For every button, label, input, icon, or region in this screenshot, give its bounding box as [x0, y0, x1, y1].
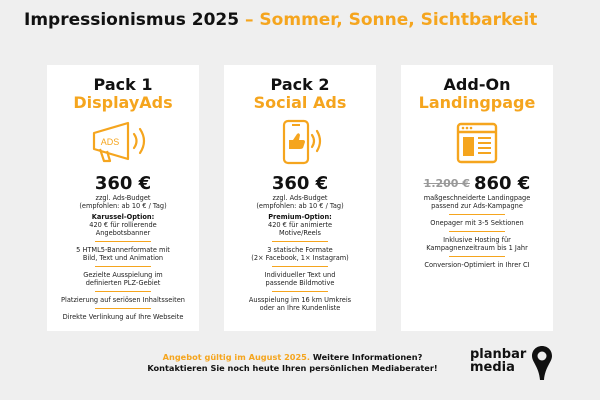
budget-line-2: (empfohlen: ab 10 € / Tag): [256, 202, 344, 210]
headline-title: Impressionismus 2025: [24, 10, 240, 30]
divider: [272, 291, 328, 292]
feature-item: Direkte Verlinkung auf Ihre Webseite: [62, 313, 184, 321]
logo-line-1: planbar: [470, 347, 527, 362]
divider: [272, 266, 328, 267]
option-line-1: 420 € für rollierende: [89, 221, 157, 229]
feature-item: 5 HTML5-Bannerformate mit Bild, Text und Animation: [76, 246, 170, 262]
divider: [449, 256, 505, 257]
location-pin-logo-icon: [531, 345, 553, 381]
option-title: Premium-Option:: [268, 213, 332, 221]
card-title: Add-On: [443, 75, 511, 94]
old-price: 1.200 €: [423, 177, 470, 190]
divider: [449, 214, 505, 215]
card-subtitle: DisplayAds: [73, 93, 173, 112]
description-line-1: maßgeschneiderte Landingpage: [423, 194, 531, 202]
feature-item: Individueller Text und passende Bildmotive: [264, 271, 336, 287]
divider: [95, 308, 151, 309]
card-subtitle: Landingpage: [418, 93, 536, 112]
card-title: Pack 2: [270, 75, 330, 94]
card-price: 360 €: [271, 173, 329, 194]
card-subtitle: Social Ads: [253, 93, 347, 112]
card-price: 360 €: [94, 173, 152, 194]
divider: [272, 241, 328, 242]
feature-item: 3 statische Formate (2× Facebook, 1× Instagram): [251, 246, 349, 262]
footer-validity: Angebot gültig im August 2025.: [162, 352, 310, 362]
divider: [95, 266, 151, 267]
icon-ads-text: ADS: [100, 137, 120, 147]
divider: [449, 231, 505, 232]
feature-item: Conversion-Optimiert in Ihrer CI: [424, 261, 530, 269]
description-line-2: passend zur Ads-Kampagne: [431, 202, 523, 210]
footer-contact: Kontaktieren Sie noch heute Ihren persönlichen Mediaberater!: [147, 363, 438, 373]
footer-note: [120, 352, 465, 374]
card-price: 860 €: [473, 173, 531, 194]
megaphone-ads-icon: [92, 121, 154, 165]
webpage-layout-icon: [455, 121, 499, 165]
option-title: Karussel-Option:: [91, 213, 155, 221]
divider: [95, 291, 151, 292]
headline-subtitle: – Sommer, Sonne, Sichtbarkeit: [239, 10, 538, 30]
pack-2-card: [224, 65, 376, 331]
add-on-card: [401, 65, 553, 331]
feature-item: Platzierung auf seriösen Inhaltsseiten: [61, 296, 185, 304]
budget-line-1: zzgl. Ads-Budget: [95, 194, 151, 202]
budget-line-1: zzgl. Ads-Budget: [272, 194, 328, 202]
page-headline: [24, 10, 537, 30]
budget-line-2: (empfohlen: ab 10 € / Tag): [79, 202, 167, 210]
feature-item: Onepager mit 3-5 Sektionen: [430, 219, 524, 227]
option-line-1: 420 € für animierte: [268, 221, 332, 229]
smartphone-like-icon: [275, 118, 325, 168]
logo-line-2: media: [470, 360, 515, 375]
pack-1-card: [47, 65, 199, 331]
option-line-2: Angebotsbanner: [95, 229, 151, 237]
footer-info: Weitere Informationen?: [310, 352, 423, 362]
card-price-block: [401, 174, 553, 194]
card-title: Pack 1: [93, 75, 153, 94]
feature-item: Ausspielung im 16 km Umkreis oder an Ihre Kundenliste: [248, 296, 352, 312]
feature-item: Gezielte Ausspielung im definierten PLZ-Gebiet: [83, 271, 163, 287]
feature-item: Inklusive Hosting für Kampagnenzeitraum bis 1 Jahr: [426, 236, 528, 252]
option-line-2: Motive/Reels: [279, 229, 321, 237]
planbar-media-logo: [470, 348, 526, 374]
divider: [95, 241, 151, 242]
